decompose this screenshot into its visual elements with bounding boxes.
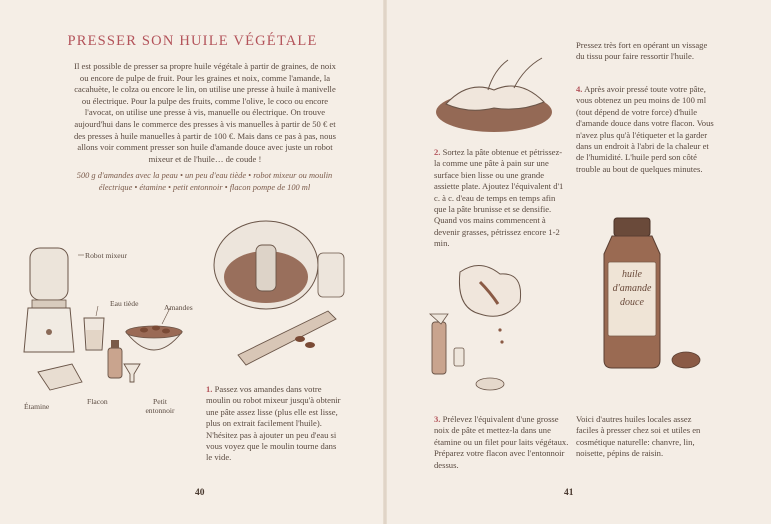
step-4-number: 4.: [576, 84, 583, 94]
intro-paragraph: Il est possible de presser sa propre huile végétale à partir de graines, de noix ou encore de pulpe de fruit. Pour les graines et noix, comme l'amande, la cacahuète, le colza ou encore le lin, on utilise une presse à huile à manivelle ou électrique. Pour la pulpe des fruits, comme l'olive, le coco ou encore l'avocat, on utilise une presse à vis, manuelle ou électrique. On trouve aujourd'hui dans le commerce des presses à vis manuelles à partir de 50 € et des presses à huile manuelles à partir de 100 €. Mais dans ce pas à pas, nous allons voir comment presser son huile d'amande douce avec juste un robot mixeur et de l'huile… de coude !: [73, 61, 337, 164]
step-2-text: [434, 147, 568, 250]
cheesecloth-drawing: [38, 364, 82, 390]
water-glass-drawing: [84, 318, 104, 350]
label-warm-water: Eau tiède: [110, 299, 139, 308]
step-4-text: [576, 84, 716, 175]
step-1-text: [206, 384, 342, 464]
page-title: PRESSER SON HUILE VÉGÉTALE: [67, 33, 318, 49]
kneading-hands-illustration: [428, 50, 560, 145]
label-robot-mixer: Robot mixeur: [85, 251, 127, 260]
flask-drawing: [108, 340, 122, 378]
press-instruction-text: Pressez très fort en opérant un vissage du tissu pour faire ressortir l'huile.: [576, 40, 708, 62]
robot-mixer-drawing: [24, 248, 74, 352]
page-number-left: 40: [195, 488, 205, 498]
page-number-right: 41: [564, 488, 574, 498]
bottle-label-text: huile d'amande douce: [612, 269, 652, 308]
label-funnel: Petit entonnoir: [145, 397, 175, 415]
other-oils-text: Voici d'autres huiles locales assez faciles à presser chez soi et utiles en cosmétique naturelle: chanvre, lin, noisette, pépins de raisin.: [576, 414, 701, 459]
almond-bowl-drawing: [126, 326, 182, 351]
step-1-number: 1.: [206, 384, 213, 394]
funnel-drawing: [124, 364, 140, 382]
step-2-number: 2.: [434, 147, 441, 157]
blender-bowl-illustration: [208, 215, 368, 375]
label-cheesecloth: Étamine: [24, 402, 50, 411]
step-2-body: Sortez la pâte obtenue et pétrissez-la comme une pâte à pain sur une surface bien lisse ou une grande assiette plate. Ajoutez l'équivalent d'1 c. à c. d'eau de temps en temps afin que la pâte brunisse et se densifie. Quand vos mains commencent à devenir grasses, pétrissez encore 1-2 min.: [434, 147, 564, 249]
step-3-text: [434, 414, 574, 471]
step-4-body: Après avoir pressé toute votre pâte, vous obtenez un peu moins de 100 ml (tout dépend de votre force) d'huile d'amande douce dans votre flacon. Vous n'avez plus qu'à l'étiqueter et la garder dans un endroit à l'abri de la chaleur et de l'humidité. L'huile perd son côté trouble au bout de quelques minutes.: [576, 84, 714, 174]
ingredients-list: 500 g d'amandes avec la peau • un peu d'eau tiède • robot mixeur ou moulin électrique • étamine • petit entonnoir • flacon pompe de 100 ml: [76, 171, 333, 192]
step-3-number: 3.: [434, 414, 441, 424]
tools-illustration: [20, 240, 200, 410]
step-1-body: Passez vos amandes dans votre moulin ou robot mixeur jusqu'à obtenir une pâte assez lisse (plus elle est lisse, plus on extrait facilement l'huile). N'hésitez pas à ajouter un peu d'eau si vous voyez que le moulin tourne dans le vide.: [206, 384, 341, 463]
step-3-body: Prélevez l'équivalent d'une grosse noix de pâte et mettez-la dans une étamine ou un filet pour laits végétaux. Préparez votre flacon avec l'entonnoir dessus.: [434, 414, 569, 470]
book-gutter: [383, 0, 387, 524]
squeezing-cloth-illustration: [420, 252, 570, 392]
label-almonds: Amandes: [164, 303, 193, 312]
label-flask: Flacon: [87, 397, 108, 406]
